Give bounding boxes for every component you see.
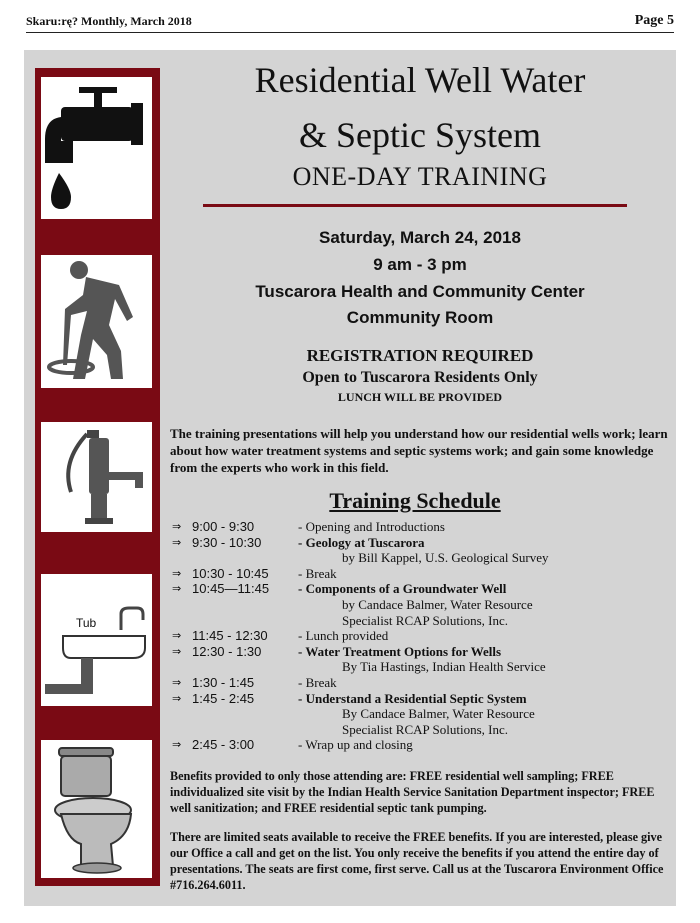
- schedule-speaker: [170, 597, 670, 613]
- schedule-row: [170, 566, 670, 582]
- schedule-row: [170, 737, 670, 753]
- schedule-row: [170, 644, 670, 660]
- schedule-speaker: [170, 550, 670, 566]
- schedule-row: [170, 628, 670, 644]
- event-room: Community Room: [346, 308, 494, 327]
- speaker-text: Specialist RCAP Solutions, Inc.: [342, 612, 508, 628]
- schedule-time: 9:30 - 10:30: [192, 534, 262, 550]
- tub-label: Tub: [76, 616, 97, 630]
- event-venue: Tuscarora Health and Community Center: [255, 282, 585, 301]
- tub-drain-icon: [41, 574, 152, 706]
- speaker-text: By Candace Balmer, Water Resource: [342, 706, 535, 722]
- arrow-icon: ⇒: [172, 644, 182, 658]
- schedule-row: [170, 519, 670, 535]
- schedule-session: - Geology at Tuscarora: [298, 534, 425, 550]
- speaker-text: by Bill Kappel, U.S. Geological Survey: [342, 550, 549, 566]
- training-schedule: [170, 519, 670, 753]
- schedule-speaker: [170, 659, 670, 675]
- worker-manhole-icon: [41, 255, 152, 388]
- registration-required: REGISTRATION REQUIRED: [306, 346, 534, 365]
- arrow-icon: ⇒: [172, 566, 182, 580]
- speaker-text: by Candace Balmer, Water Resource: [342, 596, 533, 612]
- hand-pump-icon: [41, 422, 152, 532]
- schedule-session: - Opening and Introductions: [298, 519, 445, 534]
- schedule-time: 1:45 - 2:45: [192, 690, 255, 706]
- flyer-title-line1: Residential Well Water: [254, 60, 586, 100]
- schedule-session: - Wrap up and closing: [298, 737, 413, 753]
- event-time: 9 am - 3 pm: [373, 255, 467, 274]
- schedule-row: [170, 581, 670, 597]
- page-header: [26, 14, 674, 33]
- open-to-residents: Open to Tuscarora Residents Only: [302, 369, 538, 386]
- lunch-provided: LUNCH WILL BE PROVIDED: [337, 390, 503, 404]
- schedule-row: [170, 535, 670, 551]
- arrow-icon: ⇒: [172, 675, 182, 689]
- event-date: Saturday, March 24, 2018: [319, 228, 521, 247]
- schedule-time: 2:45 - 3:00: [192, 737, 255, 753]
- flyer-title-line2: & Septic System: [299, 115, 541, 155]
- toilet-icon: [41, 740, 152, 878]
- title-divider: [203, 204, 627, 207]
- schedule-time: 9:00 - 9:30: [192, 519, 255, 534]
- schedule-time: 1:30 - 1:45: [192, 674, 255, 690]
- schedule-speaker: [170, 613, 670, 629]
- schedule-time: 10:45—11:45: [192, 581, 270, 597]
- arrow-icon: ⇒: [172, 691, 182, 705]
- schedule-session: - Understand a Residential Septic System: [298, 690, 527, 706]
- schedule-time: 10:30 - 10:45: [192, 565, 269, 581]
- schedule-session: - Break: [298, 674, 337, 690]
- schedule-title: Training Schedule: [329, 488, 501, 513]
- speaker-text: Specialist RCAP Solutions, Inc.: [342, 721, 508, 737]
- arrow-icon: ⇒: [172, 535, 182, 549]
- publication-title: Skaru:rę? Monthly, March 2018: [26, 14, 192, 28]
- flyer-subtitle: ONE-DAY TRAINING: [292, 162, 548, 191]
- schedule-row: [170, 675, 670, 691]
- schedule-time: 11:45 - 12:30: [192, 628, 268, 644]
- schedule-time: 12:30 - 1:30: [192, 643, 262, 659]
- faucet-icon: [41, 77, 152, 219]
- arrow-icon: ⇒: [172, 582, 182, 596]
- schedule-session: - Lunch provided: [298, 628, 389, 644]
- limited-seats-paragraph: There are limited seats available to receive the FREE benefits. If you are interested, please give our Office a call and get on the list. You only receive the benefits if you attend the entire day of presentations. The seats are first come, first serve. Call us at the Tuscarora Environment Office #716.264.6011.: [170, 830, 664, 892]
- intro-paragraph: The training presentations will help you understand how our residential wells work; learn about how water treatment systems and septic systems work; and gain some knowledge from the experts who work in this field.: [170, 426, 668, 475]
- arrow-icon: ⇒: [172, 520, 182, 533]
- arrow-icon: ⇒: [172, 629, 182, 643]
- schedule-row: [170, 691, 670, 707]
- schedule-session: - Components of a Groundwater Well: [298, 581, 507, 597]
- speaker-text: By Tia Hastings, Indian Health Service: [342, 659, 546, 675]
- schedule-session: - Break: [298, 565, 337, 581]
- arrow-icon: ⇒: [172, 738, 182, 752]
- schedule-speaker: [170, 706, 670, 722]
- schedule-speaker: [170, 722, 670, 738]
- page-number: Page 5: [634, 13, 674, 28]
- benefits-paragraph: Benefits provided to only those attending are: FREE residential well sampling; FREE individualized site visit by the Indian Health Service Sanitation Department inspector; FREE well sanitization; and FREE residential septic tank pumping.: [170, 769, 655, 815]
- schedule-session: - Water Treatment Options for Wells: [298, 643, 502, 659]
